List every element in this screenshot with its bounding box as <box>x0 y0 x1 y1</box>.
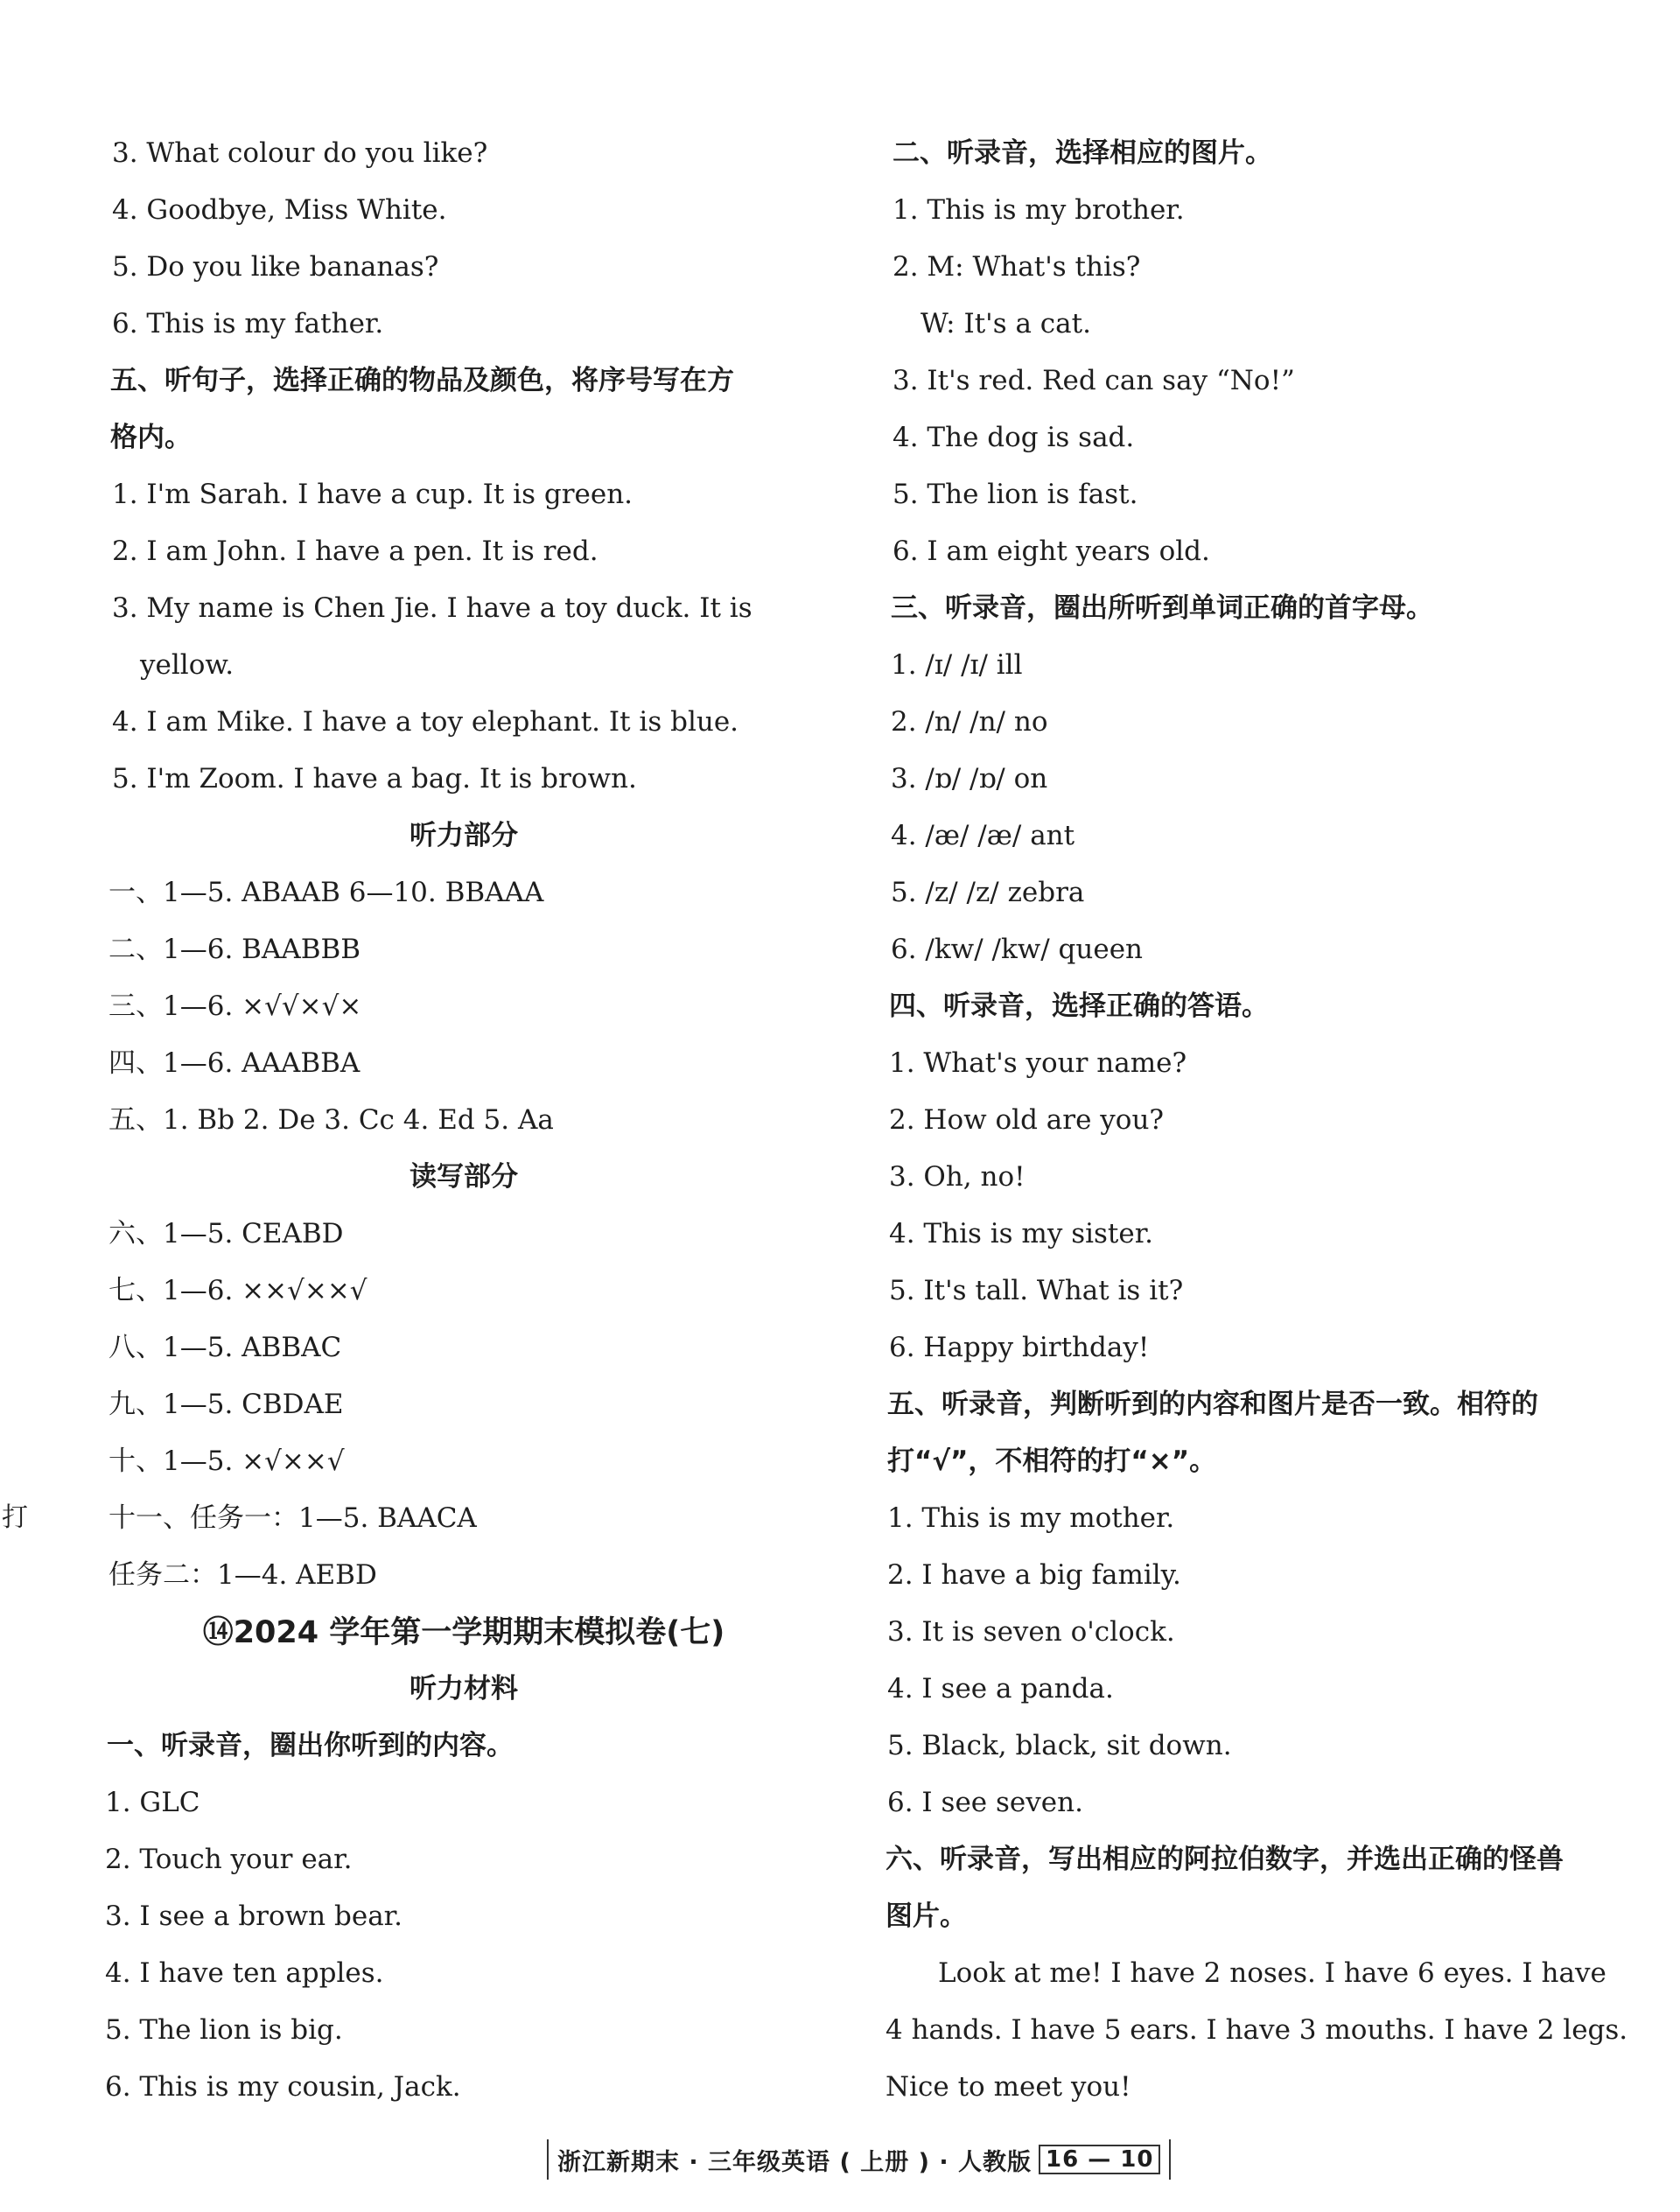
text-line: 4. I am Mike. I have a toy elephant. It is blue. <box>112 706 739 738</box>
footer-label: 浙江新期末 · 三年级英语 ( 上册 ) · 人教版 <box>557 2148 1032 2176</box>
part-heading: 听力部分 <box>410 820 518 851</box>
text-line: W: It's a cat. <box>920 308 1091 340</box>
section-heading: 五、听句子，选择正确的物品及颜色，将序号写在方 <box>110 365 734 396</box>
text-line: 5. Black, black, sit down. <box>887 1730 1232 1761</box>
text-line: 1. This is my brother. <box>892 194 1185 226</box>
section-heading: 六、听录音，写出相应的阿拉伯数字，并选出正确的怪兽 <box>886 1844 1564 1875</box>
section-heading: 格内。 <box>110 422 192 453</box>
page-footer <box>547 2139 1171 2180</box>
text-line: 5. The lion is big. <box>105 2014 343 2046</box>
section-heading: 五、听录音，判断听到的内容和图片是否一致。相符的 <box>887 1389 1538 1420</box>
text-line: 1. I'm Sarah. I have a cup. It is green. <box>112 479 634 510</box>
text-line: 5. Do you like bananas? <box>112 251 439 283</box>
text-line: 一、1—5. ABAAB 6—10. BBAAA <box>108 877 544 908</box>
text-line: 三、1—6. ×√√×√× <box>108 990 362 1022</box>
text-line: 3. My name is Chen Jie. I have a toy duck. It is <box>112 592 752 624</box>
text-line: 2. /n/ /n/ no <box>891 706 1048 738</box>
text-line: 1. /ɪ/ /ɪ/ ill <box>891 649 1023 681</box>
section-heading: 打“√”，不相符的打“×”。 <box>887 1446 1217 1477</box>
text-line: 1. What's your name? <box>889 1047 1187 1079</box>
text-line: 6. /kw/ /kw/ queen <box>891 934 1144 965</box>
text-line: 6. Happy birthday! <box>889 1332 1150 1363</box>
text-line: 八、1—5. ABBAC <box>108 1332 342 1363</box>
text-line: 2. I have a big family. <box>887 1559 1181 1591</box>
text-line: 2. M: What's this? <box>892 251 1141 283</box>
text-line: 4. Goodbye, Miss White. <box>112 194 447 226</box>
text-line: 1. This is my mother. <box>887 1502 1175 1534</box>
text-line: 二、1—6. BAABBB <box>108 934 361 965</box>
section-heading: 一、听录音，圈出你听到的内容。 <box>107 1730 514 1761</box>
text-line: 3. /ɒ/ /ɒ/ on <box>891 763 1048 794</box>
text-line: 4. This is my sister. <box>889 1218 1153 1250</box>
text-line: 七、1—6. ××√××√ <box>108 1275 368 1306</box>
text-line: 四、1—6. AAABBA <box>108 1047 360 1079</box>
text-line: 十一、任务一：1—5. BAACA <box>108 1502 477 1534</box>
text-line: 6. This is my cousin, Jack. <box>105 2071 461 2103</box>
text-line: Look at me! I have 2 noses. I have 6 eyes. I have <box>938 1957 1606 1989</box>
text-line: 5. The lion is fast. <box>892 479 1138 510</box>
text-line: 6. I see seven. <box>887 1787 1083 1818</box>
text-line: yellow. <box>140 649 234 681</box>
text-line: 6. This is my father. <box>112 308 384 340</box>
part-heading: 读写部分 <box>410 1161 518 1193</box>
text-line: 6. I am eight years old. <box>892 536 1210 567</box>
text-line: 3. What colour do you like? <box>112 137 488 169</box>
text-line: 五、1. Bb 2. De 3. Cc 4. Ed 5. Aa <box>108 1104 554 1136</box>
part-heading: 听力材料 <box>410 1673 518 1704</box>
text-line: 1. GLC <box>105 1787 200 1818</box>
text-line: 4. I have ten apples. <box>105 1957 384 1989</box>
text-line: 5. I'm Zoom. I have a bag. It is brown. <box>112 763 637 794</box>
text-line: 九、1—5. CBDAE <box>108 1389 344 1420</box>
text-line: 5. /z/ /z/ zebra <box>891 877 1085 908</box>
paper-title: ⑭2024 学年第一学期期末模拟卷(七) <box>202 1615 725 1650</box>
text-line: 2. How old are you? <box>889 1104 1165 1136</box>
text-line: 5. It's tall. What is it? <box>889 1275 1184 1306</box>
text-line: 3. Oh, no! <box>889 1161 1026 1193</box>
margin-mark: 打 <box>2 1502 28 1533</box>
text-line: 2. I am John. I have a pen. It is red. <box>112 536 598 567</box>
page-code: 16 — 10 <box>1039 2145 1160 2174</box>
text-line: 3. It is seven o'clock. <box>887 1616 1175 1648</box>
text-line: 4 hands. I have 5 ears. I have 3 mouths. I have 2 legs. <box>886 2014 1628 2046</box>
text-line: 2. Touch your ear. <box>105 1844 353 1875</box>
section-heading: 四、听录音，选择正确的答语。 <box>889 990 1269 1022</box>
section-heading: 二、听录音，选择相应的图片。 <box>892 137 1272 169</box>
text-line: 3. I see a brown bear. <box>105 1900 402 1932</box>
text-line: Nice to meet you! <box>886 2071 1131 2103</box>
text-line: 十、1—5. ×√××√ <box>108 1446 345 1477</box>
section-heading: 图片。 <box>886 1900 967 1932</box>
section-heading: 三、听录音，圈出所听到单词正确的首字母。 <box>891 592 1433 624</box>
text-line: 六、1—5. CEABD <box>108 1218 344 1250</box>
text-line: 4. I see a panda. <box>887 1673 1114 1704</box>
text-line: 任务二：1—4. AEBD <box>108 1559 377 1591</box>
text-line: 3. It's red. Red can say “No!” <box>892 365 1295 396</box>
text-line: 4. /æ/ /æ/ ant <box>891 820 1075 851</box>
text-line: 4. The dog is sad. <box>892 422 1135 453</box>
